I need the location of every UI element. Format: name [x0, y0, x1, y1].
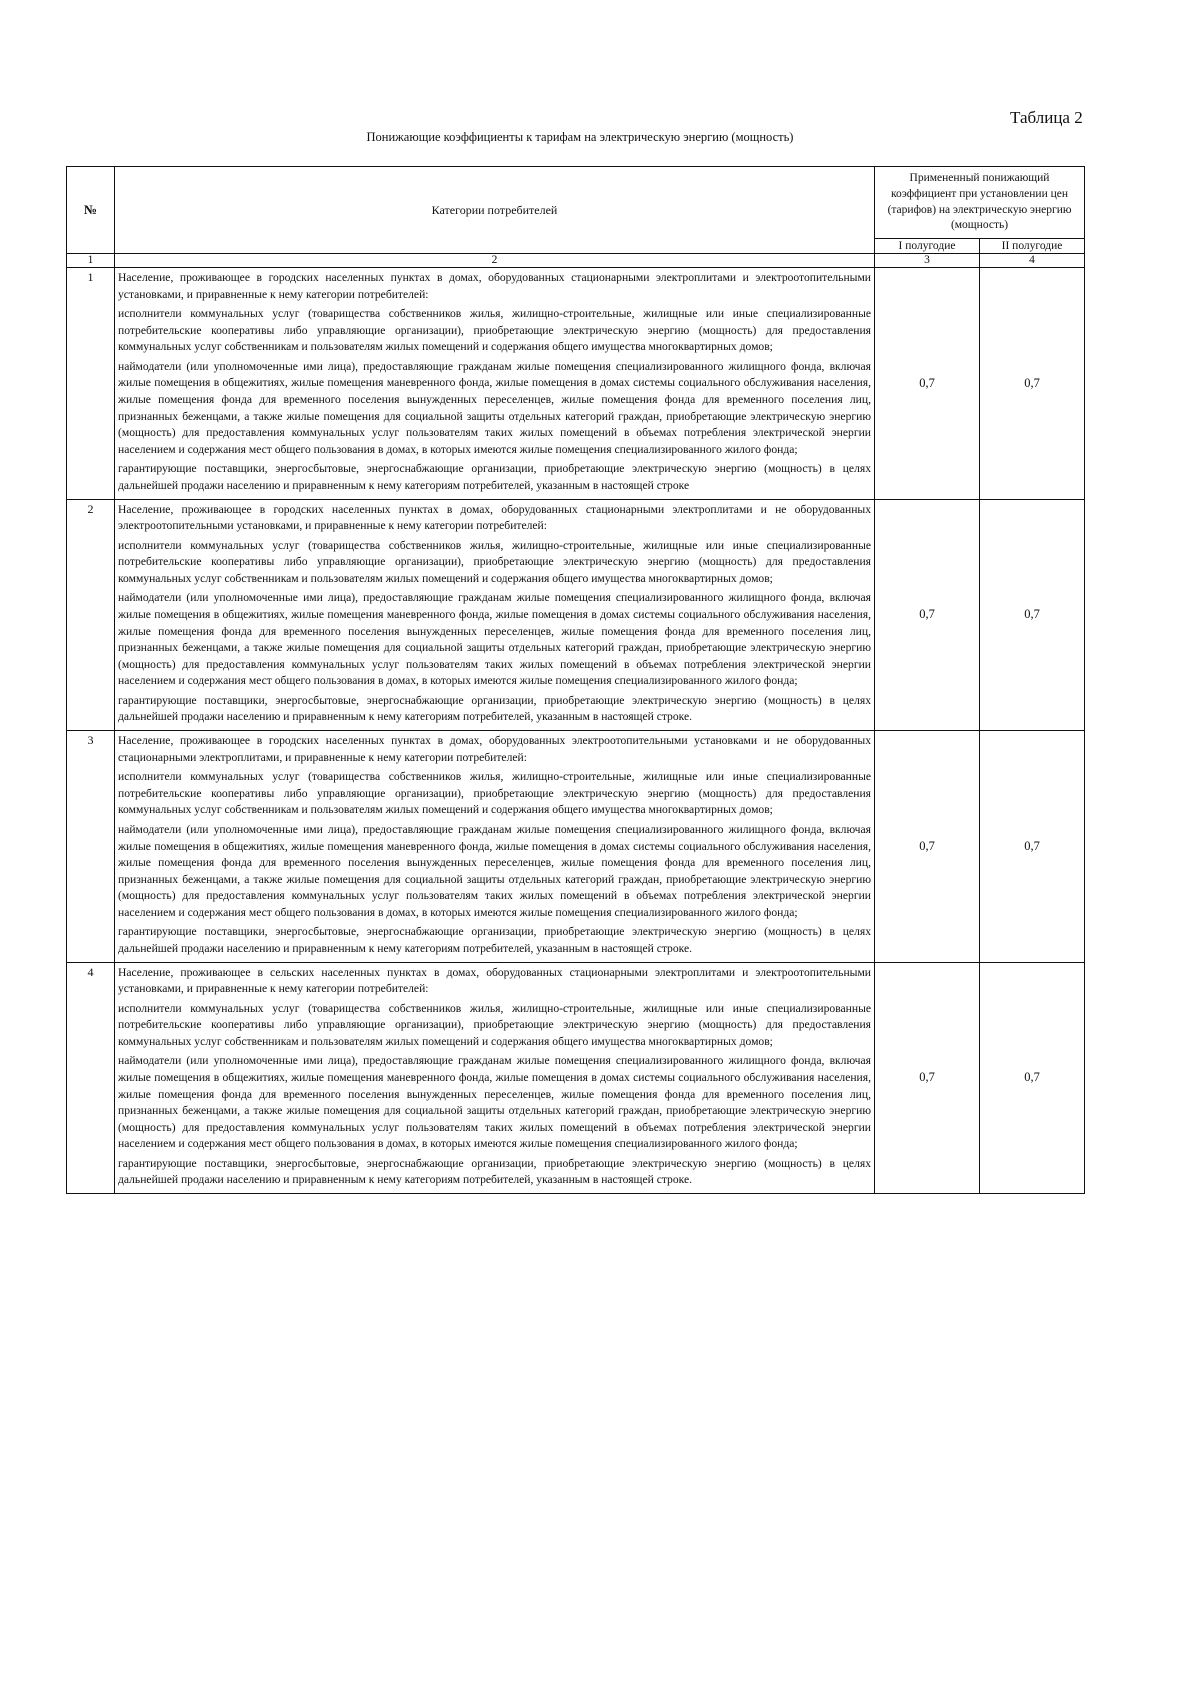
column-index: 4	[980, 254, 1085, 268]
coefficient-half-1: 0,7	[875, 962, 980, 1194]
header-row	[67, 167, 1085, 239]
category-paragraph: Население, проживающее в городских населенных пунктах в домах, оборудованных стационарными электроплитами и электроотопительными установками, и приравненные к нему категории потребителей:	[118, 271, 871, 301]
row-number: 3	[67, 731, 115, 963]
category-paragraph: исполнители коммунальных услуг (товарищества собственников жилья, жилищно-строительные, жилищные или иные специализированные потребительские кооперативы либо управляющие организации), приобретающие электрическую энергию (мощность) для предоставления коммунальных услуг собственникам и пользователям жилых помещений и содержания общего имущества многоквартирных домов;	[118, 770, 871, 817]
table-row	[67, 499, 1085, 731]
column-index-row	[67, 254, 1085, 268]
category-cell	[115, 499, 875, 731]
header-category: Категории потребителей	[115, 167, 875, 254]
row-number: 1	[67, 268, 115, 500]
category-paragraph: гарантирующие поставщики, энергосбытовые, энергоснабжающие организации, приобретающие электрическую энергию (мощность) в целях дальнейшей продажи населению и приравненным к нему категориям потребителей, указанным в настоящей строке.	[118, 925, 871, 955]
category-cell	[115, 962, 875, 1194]
category-paragraph: гарантирующие поставщики, энергосбытовые, энергоснабжающие организации, приобретающие электрическую энергию (мощность) в целях дальнейшей продажи населению и приравненным к нему категориям потребителей, указанным в настоящей строке.	[118, 1156, 871, 1187]
category-paragraph: наймодатели (или уполномоченные ими лица), предоставляющие гражданам жилые помещения специализированного жилищного фонда, включая жилые помещения в общежитиях, жилые помещения маневренного фонда, жилые помещения в домах системы социального обслуживания населения, жилые помещения фонда для временного поселения вынужденных переселенцев, жилые помещения фонда для временного поселения лиц, признанных беженцами, а также жилые помещения для социальной защиты отдельных категорий граждан, приобретающие электрическую энергию (мощность) для предоставления коммунальных услуг пользователям таких жилых помещений в объемах потребления электрической энергии населением и содержания мест общего пользования в домах, в которых имеются жилые помещения специализированного жилого фонда;	[118, 822, 871, 919]
column-index: 3	[875, 254, 980, 268]
table-row	[67, 962, 1085, 1194]
coefficient-half-2: 0,7	[980, 962, 1085, 1194]
header-num: №	[67, 167, 115, 254]
coefficient-half-1: 0,7	[875, 499, 980, 731]
table-row	[67, 731, 1085, 963]
category-paragraph: исполнители коммунальных услуг (товарищества собственников жилья, жилищно-строительные, жилищные или иные специализированные потребительские кооперативы либо управляющие организации), приобретающие электрическую энергию (мощность) для предоставления коммунальных услуг собственникам и пользователям жилых помещений и содержания общего имущества многоквартирных домов;	[118, 538, 871, 585]
category-paragraph: гарантирующие поставщики, энергосбытовые, энергоснабжающие организации, приобретающие электрическую энергию (мощность) в целях дальнейшей продажи населению и приравненным к нему категориям потребителей, указанным в настоящей строке.	[118, 693, 871, 724]
category-paragraph: Население, проживающее в городских населенных пунктах в домах, оборудованных стационарными электроплитами и не оборудованных электроотопительными установками, и приравненные к нему категории потребителей:	[118, 502, 871, 533]
document-title: Понижающие коэффициенты к тарифам на электрическую энергию (мощность)	[366, 130, 794, 144]
table-label: Таблица 2	[1010, 108, 1083, 127]
coefficients-table	[66, 166, 1085, 1194]
category-paragraph: Население, проживающее в сельских населенных пунктах в домах, оборудованных стационарными электроплитами и электроотопительными установками, и приравненные к нему категории потребителей:	[118, 965, 871, 996]
row-number: 4	[67, 962, 115, 1194]
header-half-1: I полугодие	[875, 239, 980, 254]
coefficient-half-2: 0,7	[980, 731, 1085, 963]
column-index: 1	[67, 254, 115, 268]
category-cell	[115, 731, 875, 963]
category-cell	[115, 268, 875, 500]
category-paragraph: наймодатели (или уполномоченные ими лица), предоставляющие гражданам жилые помещения специализированного жилищного фонда, включая жилые помещения в общежитиях, жилые помещения маневренного фонда, жилые помещения в домах системы социального обслуживания населения, жилые помещения фонда для временного поселения вынужденных переселенцев, жилые помещения фонда для временного поселения лиц, признанных беженцами, а также жилые помещения для социальной защиты отдельных категорий граждан, приобретающие электрическую энергию (мощность) для предоставления коммунальных услуг пользователям таких жилых помещений в объемах потребления электрической энергии населением и содержания мест общего пользования в домах, в которых имеются жилые помещения специализированного жилого фонда;	[118, 1054, 871, 1151]
coefficient-half-2: 0,7	[980, 499, 1085, 731]
header-half-2: II полугодие	[980, 239, 1085, 254]
category-paragraph: исполнители коммунальных услуг (товарищества собственников жилья, жилищно-строительные, жилищные или иные специализированные потребительские кооперативы либо управляющие организации), приобретающие электрическую энергию (мощность) для предоставления коммунальных услуг собственникам и пользователям жилых помещений и содержания общего имущества многоквартирных домов;	[118, 1001, 871, 1048]
coefficient-half-2: 0,7	[980, 268, 1085, 500]
row-number: 2	[67, 499, 115, 731]
category-paragraph: гарантирующие поставщики, энергосбытовые, энергоснабжающие организации, приобретающие электрическую энергию (мощность) в целях дальнейшей продажи населению и приравненным к нему категориям потребителей, указанным в настоящей строке	[118, 462, 871, 492]
category-paragraph: Население, проживающее в городских населенных пунктах в домах, оборудованных электроотопительными установками и не оборудованных стационарными электроплитами, и приравненные к нему категории потребителей:	[118, 734, 871, 764]
header-coefficient: Примененный понижающий коэффициент при установлении цен (тарифов) на электрическую энергию (мощность)	[875, 167, 1085, 239]
coefficients-table-container	[66, 166, 1084, 1194]
column-index: 2	[115, 254, 875, 268]
category-paragraph: наймодатели (или уполномоченные ими лица), предоставляющие гражданам жилые помещения специализированного жилищного фонда, включая жилые помещения в общежитиях, жилые помещения маневренного фонда, жилые помещения в домах системы социального обслуживания населения, жилые помещения фонда для временного поселения вынужденных переселенцев, жилые помещения фонда для временного поселения лиц, признанных беженцами, а также жилые помещения для социальной защиты отдельных категорий граждан, приобретающие электрическую энергию (мощность) для предоставления коммунальных услуг пользователям таких жилых помещений в объемах потребления электрической энергии населением и содержания мест общего пользования в домах, в которых имеются жилые помещения специализированного жилого фонда;	[118, 591, 871, 688]
table-row	[67, 268, 1085, 500]
coefficient-half-1: 0,7	[875, 731, 980, 963]
coefficient-half-1: 0,7	[875, 268, 980, 500]
category-paragraph: исполнители коммунальных услуг (товарищества собственников жилья, жилищно-строительные, жилищные или иные специализированные потребительские кооперативы либо управляющие организации), приобретающие электрическую энергию (мощность) для предоставления коммунальных услуг собственникам и пользователям жилых помещений и содержания общего имущества многоквартирных домов;	[118, 307, 871, 354]
category-paragraph: наймодатели (или уполномоченные ими лица), предоставляющие гражданам жилые помещения специализированного жилищного фонда, включая жилые помещения в общежитиях, жилые помещения маневренного фонда, жилые помещения в домах системы социального обслуживания населения, жилые помещения фонда для временного поселения вынужденных переселенцев, жилые помещения фонда для временного поселения лиц, признанных беженцами, а также жилые помещения для социальной защиты отдельных категорий граждан, приобретающие электрическую энергию (мощность) для предоставления коммунальных услуг пользователям таких жилых помещений в объемах потребления электрической энергии населением и содержания мест общего пользования в домах, в которых имеются жилые помещения специализированного жилого фонда;	[118, 359, 871, 456]
